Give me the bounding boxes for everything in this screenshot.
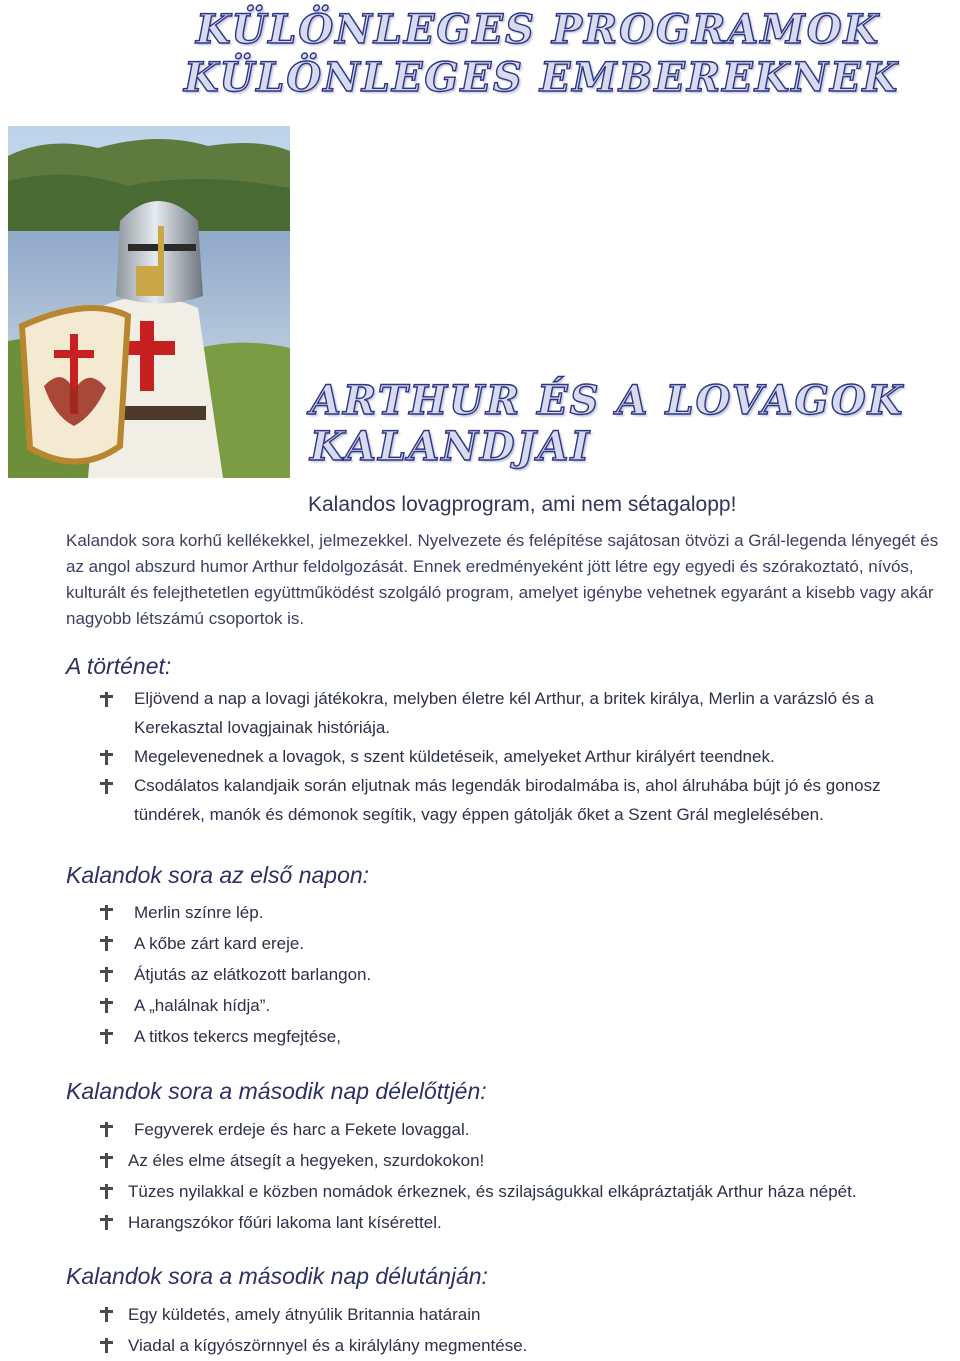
templar-cross-icon bbox=[100, 905, 113, 920]
list-item: Tüzes nyilakkal e közben nomádok érkeznek, és szilajságukkal elkápráztatják Arthur háza népét. bbox=[100, 1176, 930, 1207]
templar-cross-icon bbox=[100, 1122, 113, 1137]
list-item: Viadal a kígyószörnnyel és a királylány megmentése. bbox=[100, 1330, 930, 1361]
day2-morning-list bbox=[100, 1114, 930, 1238]
templar-cross-icon bbox=[100, 1338, 113, 1353]
program-title-line-1: ARTHUR ÉS A LOVAGOK bbox=[310, 377, 905, 424]
list-item: A titkos tekercs megfejtése, bbox=[100, 1021, 920, 1052]
templar-cross-icon bbox=[100, 967, 113, 982]
templar-cross-icon bbox=[100, 779, 113, 794]
day1-list bbox=[100, 897, 920, 1052]
program-intro: Kalandok sora korhű kellékekkel, jelmezekkel. Nyelvezete és felépítése sajátosan ötvözi a Grál-legenda lényegét és az angol abszurd humor Arthur feldolgozását. Ennek eredményeként jött létre egy egyedi és szórakoztató, nívós, kulturált és felejthetetlen együttműködést szolgáló program, amelyet igénybe vehetnek egyaránt a kisebb vagy akár nagyobb létszámú csoportok is. bbox=[66, 531, 939, 628]
section-heading-day1: Kalandok sora az első napon: bbox=[66, 862, 370, 888]
list-item: A „halálnak hídja”. bbox=[100, 990, 920, 1021]
list-item: Megelevenednek a lovagok, s szent küldetéseik, amelyeket Arthur királyért teendnek. bbox=[100, 742, 920, 771]
program-title-line-2: KALANDJAI bbox=[310, 423, 592, 470]
templar-cross-icon bbox=[100, 1184, 113, 1199]
knight-photo bbox=[8, 126, 290, 478]
templar-cross-icon bbox=[100, 1029, 113, 1044]
templar-cross-icon bbox=[100, 750, 113, 765]
templar-cross-icon bbox=[100, 1153, 113, 1168]
page-title-line-1: KÜLÖNLEGES PROGRAMOK bbox=[196, 6, 881, 53]
list-item: Csodálatos kalandjaik során eljutnak más legendák birodalmába is, ahol álruhába bújt jó és gonosz tündérek, manók és démonok segítik, vagy éppen gátolják őket a Szent Grál meglelésében. bbox=[100, 771, 920, 829]
story-list bbox=[100, 684, 920, 829]
list-item: Harangszókor főúri lakoma lant kísérettel. bbox=[100, 1207, 930, 1238]
list-item: Eljövend a nap a lovagi játékokra, melyben életre kél Arthur, a britek királya, Merlin a varázsló és a Kerekasztal lovagjainak históriája. bbox=[100, 684, 920, 742]
list-item: Merlin színre lép. bbox=[100, 897, 920, 928]
section-heading-story: A történet: bbox=[66, 653, 172, 679]
templar-cross-icon bbox=[100, 692, 113, 707]
list-item: Egy küldetés, amely átnyúlik Britannia határain bbox=[100, 1299, 930, 1330]
list-item: A kőbe zárt kard ereje. bbox=[100, 928, 920, 959]
templar-cross-icon bbox=[100, 1215, 113, 1230]
templar-cross-icon bbox=[100, 936, 113, 951]
section-heading-day2-morning: Kalandok sora a második nap délelőttjén: bbox=[66, 1078, 487, 1104]
list-item: Átjutás az elátkozott barlangon. bbox=[100, 959, 920, 990]
templar-cross-icon bbox=[100, 998, 113, 1013]
day2-afternoon-list bbox=[100, 1299, 930, 1361]
page-title-line-2: KÜLÖNLEGES EMBEREKNEK bbox=[184, 54, 900, 101]
templar-cross-icon bbox=[100, 1307, 113, 1322]
list-item: Az éles elme átsegít a hegyeken, szurdokokon! bbox=[100, 1145, 930, 1176]
section-heading-day2-afternoon: Kalandok sora a második nap délutánján: bbox=[66, 1263, 488, 1289]
program-tagline: Kalandos lovagprogram, ami nem sétagalopp! bbox=[308, 493, 737, 516]
list-item: Fegyverek erdeje és harc a Fekete lovaggal. bbox=[100, 1114, 930, 1145]
